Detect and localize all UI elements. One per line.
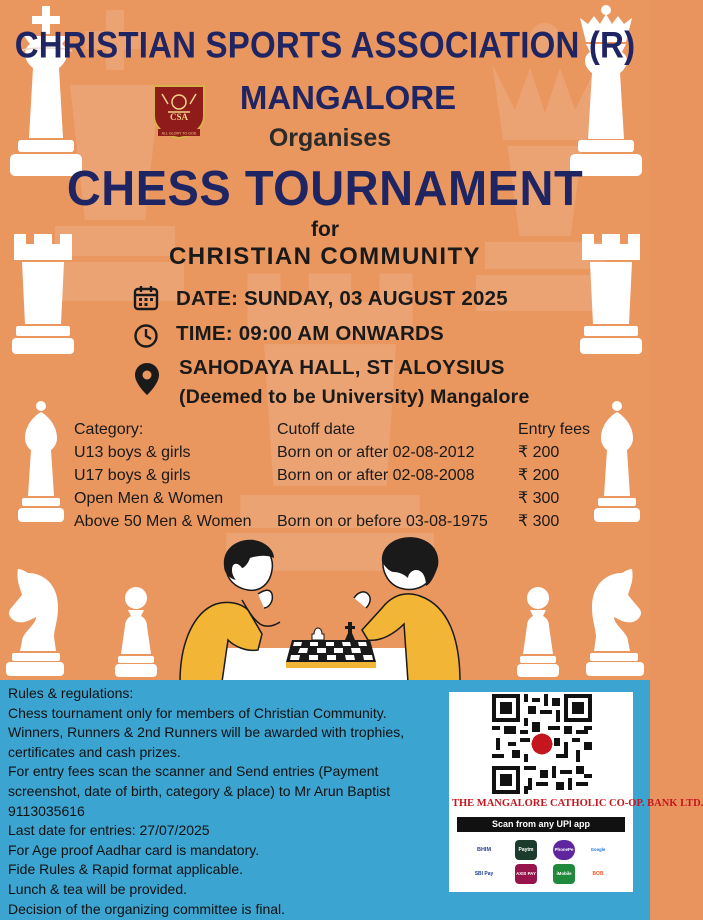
category-cell: Above 50 Men & Women — [74, 513, 252, 530]
upi-app-bhim-icon: BHIM — [473, 840, 495, 860]
knight-piece-left-icon — [4, 565, 66, 677]
logo-motto: ALL GLORY TO GOD — [161, 131, 197, 136]
org-city: MANGALORE — [239, 79, 457, 116]
category-cell: U13 boys & girls — [74, 444, 191, 461]
knight-piece-right-icon — [584, 565, 646, 677]
rule-line: Last date for entries: 27/07/2025 — [8, 822, 210, 839]
rule-line: For Age proof Aadhar card is mandatory. — [8, 841, 260, 858]
rules-title: Rules & regulations: — [8, 685, 134, 701]
upi-app-phonepe-icon: PhonePe — [553, 840, 575, 860]
fee-cell: ₹ 300 — [518, 513, 560, 530]
scan-instruction: Scan from any UPI app — [457, 817, 625, 832]
bishop-piece-right-icon — [592, 400, 642, 524]
org-name: CHRISTIAN SPORTS ASSOCIATION (R) — [14, 23, 636, 66]
rule-line: For entry fees scan the scanner and Send entries (Payment screenshot, date of birth, category & place) to Mr Arun Baptist 9113035616 — [8, 763, 391, 819]
category-header: Category: — [74, 421, 144, 438]
rule-line: Decision of the organizing committee is final. — [8, 900, 286, 917]
clock-icon — [133, 323, 159, 349]
cutoff-cell: Born on or after 02-08-2008 — [277, 467, 475, 484]
rule-line: Chess tournament only for members of Christian Community. — [8, 704, 387, 721]
pawn-piece-left-icon — [114, 586, 158, 678]
venue-line2: (Deemed to be University) Mangalore — [179, 386, 530, 408]
cutoff-header: Cutoff date — [277, 421, 355, 438]
category-cell: Open Men & Women — [74, 490, 224, 507]
cutoff-cell: Born on or before 03-08-1975 — [277, 513, 488, 530]
cutoff-cell: Born on or after 02-08-2012 — [277, 444, 475, 461]
upi-app-sbipay-icon: SBI Pay — [473, 864, 495, 884]
fees-header: Entry fees — [518, 421, 591, 438]
bishop-piece-left-icon — [16, 400, 66, 524]
upi-app-axispay-icon: AXIS PAY — [515, 864, 537, 884]
fee-cell: ₹ 200 — [518, 444, 560, 461]
bank-name: THE MANGALORE CATHOLIC CO-OP. BANK LTD. — [452, 798, 703, 809]
event-title: CHESS TOURNAMENT — [66, 159, 584, 216]
location-pin-icon — [134, 362, 160, 396]
fees-column — [518, 418, 590, 533]
rule-line: Lunch & tea will be provided. — [8, 880, 187, 897]
venue-line1: SAHODAYA HALL, ST ALOYSIUS — [179, 356, 505, 379]
for-text: for — [311, 218, 339, 241]
category-cell: U17 boys & girls — [74, 467, 191, 484]
chess-players-illustration — [170, 536, 470, 682]
community-text: CHRISTIAN COMMUNITY — [169, 243, 481, 270]
event-date: DATE: SUNDAY, 03 AUGUST 2025 — [176, 287, 508, 310]
upi-app-imobile-icon: iMobile — [553, 864, 575, 884]
upi-app-bob-icon: BOB — [587, 864, 609, 884]
upi-qr-code[interactable] — [492, 694, 592, 794]
rule-line: Fide Rules & Rapid format applicable. — [8, 861, 244, 878]
logo-letters: CSA — [169, 112, 189, 122]
fee-cell: ₹ 300 — [518, 490, 560, 507]
rule-line: Winners, Runners & 2nd Runners will be awarded with trophies, certificates and cash prizes. — [8, 724, 405, 760]
category-column — [74, 418, 252, 533]
upi-app-googlepay-icon: Google — [587, 840, 609, 860]
cutoff-cell — [277, 487, 488, 510]
upi-app-paytm-icon: Paytm — [515, 840, 537, 860]
cutoff-column — [277, 418, 488, 533]
rules-text — [8, 684, 448, 919]
organises-text: Organises — [268, 124, 392, 152]
pawn-piece-right-icon — [516, 586, 560, 678]
fee-cell: ₹ 200 — [518, 467, 560, 484]
event-time: TIME: 09:00 AM ONWARDS — [176, 322, 444, 345]
calendar-icon — [133, 285, 159, 311]
